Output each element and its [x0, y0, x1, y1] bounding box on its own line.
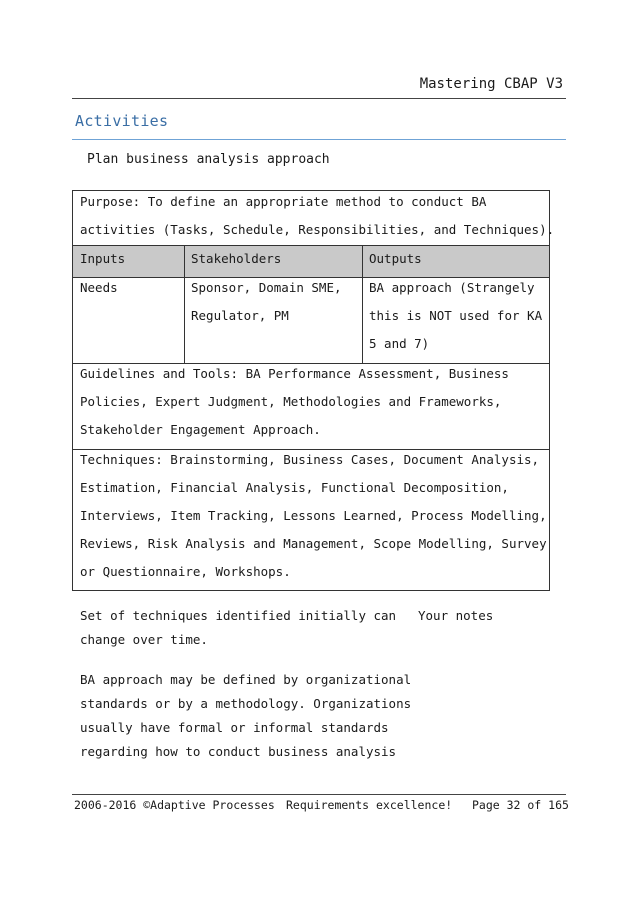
purpose-line-2: activities (Tasks, Schedule, Responsibilities, and Techniques).	[80, 222, 555, 237]
header-divider	[72, 98, 566, 99]
footer-page-number: Page 32 of 165	[472, 798, 569, 812]
techniques-line-5: or Questionnaire, Workshops.	[80, 564, 291, 579]
paragraph2-line-4: regarding how to conduct business analysis	[80, 744, 397, 759]
column-divider	[184, 245, 185, 363]
paragraph2-line-2: standards or by a methodology. Organizations	[80, 696, 412, 711]
outputs-line-1: BA approach (Strangely	[369, 280, 535, 295]
notes-label: Your notes	[418, 608, 494, 623]
techniques-line-2: Estimation, Financial Analysis, Functional Decomposition,	[80, 480, 509, 495]
paragraph2-line-1: BA approach may be defined by organizational	[80, 672, 412, 687]
footer-slogan: Requirements excellence!	[286, 798, 453, 812]
running-header-title: Mastering CBAP V3	[419, 76, 563, 92]
techniques-line-4: Reviews, Risk Analysis and Management, Scope Modelling, Survey	[80, 536, 547, 551]
techniques-line-3: Interviews, Item Tracking, Lessons Learned, Process Modelling,	[80, 508, 547, 523]
stakeholders-line-2: Regulator, PM	[191, 308, 289, 323]
section-title: Activities	[75, 112, 169, 130]
header-stakeholders: Stakeholders	[191, 251, 282, 266]
footer-copyright: 2006-2016 ©Adaptive Processes	[74, 798, 275, 812]
row-divider	[72, 245, 550, 246]
stakeholders-line-1: Sponsor, Domain SME,	[191, 280, 342, 295]
outputs-line-3: 5 and 7)	[369, 336, 430, 351]
outputs-line-2: this is NOT used for KA	[369, 308, 543, 323]
paragraph2-line-3: usually have formal or informal standards	[80, 720, 389, 735]
guidelines-line-2: Policies, Expert Judgment, Methodologies and Frameworks,	[80, 394, 502, 409]
techniques-line-1: Techniques: Brainstorming, Business Cases, Document Analysis,	[80, 452, 540, 467]
paragraph1-line-1: Set of techniques identified initially can	[80, 608, 397, 623]
header-outputs: Outputs	[369, 251, 422, 266]
header-inputs: Inputs	[80, 251, 126, 266]
paragraph1-line-2: change over time.	[80, 632, 208, 647]
column-divider	[362, 245, 363, 363]
section-divider	[72, 139, 566, 140]
activity-subheading: Plan business analysis approach	[87, 152, 330, 167]
footer-divider	[72, 794, 566, 795]
guidelines-line-1: Guidelines and Tools: BA Performance Assessment, Business	[80, 366, 509, 381]
input-needs: Needs	[80, 280, 118, 295]
guidelines-line-3: Stakeholder Engagement Approach.	[80, 422, 321, 437]
purpose-line-1: Purpose: To define an appropriate method to conduct BA	[80, 194, 487, 209]
